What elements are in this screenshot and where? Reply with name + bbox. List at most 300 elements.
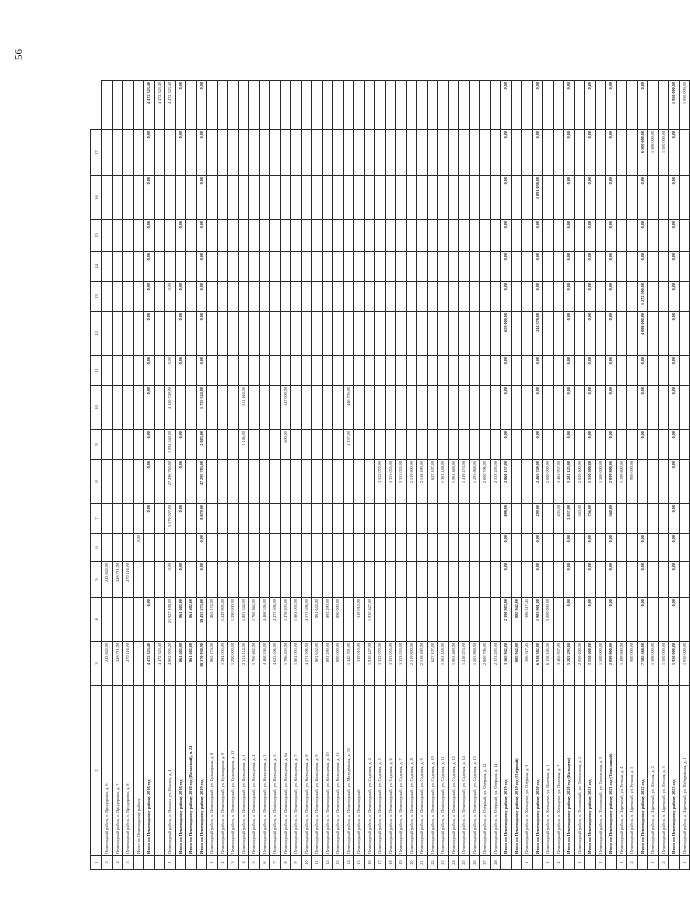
value-cell <box>574 282 585 312</box>
value-cell <box>364 252 375 282</box>
header-cell: 7 <box>91 504 102 534</box>
value-cell: 0,00 <box>501 356 512 386</box>
value-cell <box>417 386 428 430</box>
value-cell <box>616 220 627 252</box>
value-cell <box>280 312 291 356</box>
row-number-cell: 2 <box>658 856 669 870</box>
value-cell <box>322 356 333 386</box>
value-cell: 6 158 185,00 <box>543 642 554 686</box>
value-cell: 0,00 <box>564 312 575 356</box>
value-cell <box>217 176 228 220</box>
value-cell <box>102 176 113 220</box>
value-cell: 0,00 <box>585 282 596 312</box>
value-cell <box>553 562 564 598</box>
value-cell: 0,00 <box>501 282 512 312</box>
value-cell <box>543 356 554 386</box>
table-total-row <box>196 81 207 870</box>
address-cell: Пешеходный район, п. Пешеходный, ул. Бульварная, д. 9 <box>217 686 228 856</box>
row-number-cell: 12 <box>322 856 333 870</box>
value-cell <box>490 252 501 282</box>
value-cell <box>123 356 134 386</box>
value-cell <box>522 252 533 282</box>
value-cell <box>228 130 239 176</box>
value-cell: 4 472 323,40 <box>165 81 176 130</box>
value-cell <box>291 356 302 386</box>
value-cell: 319 010,00 <box>354 598 365 642</box>
row-number-cell: 5 <box>249 856 260 870</box>
value-cell: 0,00 <box>532 356 543 386</box>
value-cell: 1 199 800,00 <box>616 642 627 686</box>
value-cell: 1 983 901,00 <box>532 598 543 642</box>
value-cell <box>522 312 533 356</box>
value-cell <box>249 252 260 282</box>
value-cell <box>249 562 260 598</box>
value-cell: 0,00 <box>669 534 680 562</box>
value-cell: 0,00 <box>532 130 543 176</box>
value-cell <box>385 598 396 642</box>
value-cell: 861 402,00 <box>175 642 186 686</box>
value-cell <box>238 176 249 220</box>
value-cell <box>280 130 291 176</box>
value-cell <box>165 130 176 176</box>
value-cell <box>280 81 291 130</box>
value-cell: 0,00 <box>196 176 207 220</box>
value-cell <box>301 252 312 282</box>
value-cell <box>511 176 522 220</box>
value-cell: 2 465 749,00 <box>532 460 543 504</box>
value-cell <box>448 130 459 176</box>
value-cell: 0,00 <box>196 282 207 312</box>
value-cell <box>396 534 407 562</box>
value-cell <box>511 220 522 252</box>
value-cell <box>354 220 365 252</box>
value-cell <box>553 81 564 130</box>
value-cell: 2 518 490,00 <box>417 460 428 504</box>
value-cell <box>123 282 134 312</box>
value-cell <box>123 252 134 282</box>
value-cell <box>469 562 480 598</box>
value-cell <box>469 386 480 430</box>
value-cell <box>123 130 134 176</box>
value-cell <box>448 598 459 642</box>
value-cell <box>102 430 113 460</box>
value-cell: 0,00 <box>501 562 512 598</box>
value-cell: 1 361 458,00 <box>438 642 449 686</box>
value-cell <box>312 220 323 252</box>
value-cell: 1 418 474,00 <box>459 460 470 504</box>
value-cell <box>102 504 113 534</box>
value-cell: 1 478 203,00 <box>280 598 291 642</box>
table-total-row <box>637 81 648 870</box>
value-cell <box>648 81 659 130</box>
value-cell: 5 202 293,00 <box>564 642 575 686</box>
value-cell <box>333 386 344 430</box>
address-cell: Пешеходный район, п. Пешеходный, ул. Кольцевая, д. 5 <box>270 686 281 856</box>
row-number-cell: 1 <box>648 856 659 870</box>
value-cell <box>658 252 669 282</box>
address-cell: Пешеходный район, п. Пешеходный, ул. Кольцевая, д. 3 <box>259 686 270 856</box>
value-cell: 0,00 <box>669 430 680 460</box>
value-cell <box>375 534 386 562</box>
value-cell <box>511 460 522 504</box>
value-cell <box>553 356 564 386</box>
value-cell: 0,00 <box>606 430 617 460</box>
row-number-cell: 2 <box>627 856 638 870</box>
value-cell <box>406 562 417 598</box>
value-cell <box>354 534 365 562</box>
table-row <box>102 81 113 870</box>
address-cell: Пешеходный район, п. Пешеходный, ул. Садовая, д. 14 <box>459 686 470 856</box>
value-cell <box>627 386 638 430</box>
address-cell: Пешеходный район, п. Пешеходный, ул. Кольцевая, д. 7 <box>291 686 302 856</box>
value-cell <box>154 386 165 430</box>
table-row <box>112 81 123 870</box>
value-cell <box>249 386 260 430</box>
row-number-cell: 6 <box>259 856 270 870</box>
value-cell <box>228 386 239 430</box>
value-cell <box>207 312 218 356</box>
value-cell <box>228 312 239 356</box>
value-cell <box>627 81 638 130</box>
value-cell <box>301 282 312 312</box>
value-cell <box>112 598 123 642</box>
value-cell <box>543 312 554 356</box>
value-cell: 1 550 400,00 <box>585 460 596 504</box>
value-cell <box>417 252 428 282</box>
value-cell <box>658 356 669 386</box>
value-cell <box>385 282 396 312</box>
value-cell <box>543 130 554 176</box>
value-cell <box>133 642 144 686</box>
value-cell <box>658 282 669 312</box>
address-cell: Пешеходный район, п. Пешеходный, ул. Кольцевая, д. 10 <box>322 686 333 856</box>
value-cell <box>522 504 533 534</box>
row-number-cell <box>669 856 680 870</box>
value-cell <box>343 252 354 282</box>
value-cell <box>123 504 134 534</box>
value-cell: 0,00 <box>637 386 648 430</box>
value-cell: 2 314 114,00 <box>238 642 249 686</box>
value-cell <box>186 386 197 430</box>
value-cell <box>217 430 228 460</box>
value-cell <box>249 460 260 504</box>
address-cell: Итого по Пешеходному району 2021 год (Тополиный) <box>606 686 617 856</box>
row-number-cell: 17 <box>375 856 386 870</box>
value-cell <box>543 386 554 430</box>
value-cell <box>438 598 449 642</box>
value-cell <box>312 534 323 562</box>
value-cell: 1 786 203,00 <box>280 642 291 686</box>
value-cell <box>375 282 386 312</box>
value-cell <box>270 312 281 356</box>
value-cell <box>102 130 113 176</box>
value-cell <box>490 598 501 642</box>
value-cell: 4 468 356,00 <box>259 642 270 686</box>
row-number-cell: 5 <box>123 856 134 870</box>
value-cell <box>406 504 417 534</box>
value-cell <box>333 504 344 534</box>
value-cell <box>522 386 533 430</box>
value-cell <box>616 504 627 534</box>
address-cell: Итого по Пешеходному району 2019 год <box>501 686 512 856</box>
value-cell <box>375 356 386 386</box>
table-row <box>343 81 354 870</box>
value-cell: 0,00 <box>669 356 680 386</box>
table-row <box>238 81 249 870</box>
value-cell <box>385 562 396 598</box>
value-cell <box>343 81 354 130</box>
address-cell: Пешеходный район, п. Пешеходный, ул. Садовая, д. 15 <box>469 686 480 856</box>
value-cell <box>448 386 459 430</box>
header-cell: 6 <box>91 534 102 562</box>
value-cell <box>522 534 533 562</box>
value-cell: 627 107,00 <box>427 460 438 504</box>
value-cell <box>238 504 249 534</box>
value-cell <box>522 282 533 312</box>
value-cell <box>438 386 449 430</box>
value-cell: 2 050 400,00 <box>574 642 585 686</box>
value-cell <box>543 282 554 312</box>
value-cell <box>595 598 606 642</box>
value-cell <box>417 220 428 252</box>
value-cell <box>175 386 186 430</box>
value-cell: 0,00 <box>669 220 680 252</box>
value-cell <box>595 81 606 130</box>
value-cell <box>438 176 449 220</box>
value-cell <box>637 504 648 534</box>
value-cell <box>511 504 522 534</box>
value-cell <box>144 562 155 598</box>
value-cell <box>249 504 260 534</box>
value-cell <box>658 598 669 642</box>
value-cell <box>616 176 627 220</box>
value-cell <box>469 252 480 282</box>
value-cell <box>469 282 480 312</box>
value-cell <box>679 598 690 642</box>
value-cell <box>322 81 333 130</box>
value-cell: 900 000,00 <box>627 460 638 504</box>
value-cell <box>417 81 428 130</box>
value-cell: 0,00 <box>144 220 155 252</box>
value-cell <box>217 504 228 534</box>
value-cell <box>354 460 365 504</box>
value-cell <box>312 252 323 282</box>
value-cell: 0,00 <box>564 282 575 312</box>
value-cell: 3 353 055,00 <box>396 460 407 504</box>
value-cell <box>364 130 375 176</box>
value-cell <box>396 130 407 176</box>
value-cell: 1 963 469,00 <box>448 460 459 504</box>
value-cell: 0,00 <box>637 252 648 282</box>
value-cell <box>343 598 354 642</box>
table-row <box>616 81 627 870</box>
value-cell <box>322 312 333 356</box>
value-cell <box>543 220 554 252</box>
value-cell: 3 353 055,00 <box>396 642 407 686</box>
value-cell <box>343 356 354 386</box>
value-cell <box>438 252 449 282</box>
row-number-cell: 1 <box>574 856 585 870</box>
value-cell <box>595 562 606 598</box>
value-cell <box>417 282 428 312</box>
value-cell <box>301 430 312 460</box>
address-cell: Пешеходный район, п. Пешеходный <box>354 686 365 856</box>
row-number-cell: 2 <box>217 856 228 870</box>
table-row <box>427 81 438 870</box>
value-cell <box>679 562 690 598</box>
value-cell <box>511 534 522 562</box>
value-cell: 1 290 000,00 <box>228 642 239 686</box>
value-cell: 299,00 <box>532 504 543 534</box>
value-cell <box>165 220 176 252</box>
table-row <box>658 81 669 870</box>
value-cell <box>448 176 459 220</box>
value-cell <box>648 430 659 460</box>
value-cell: 0,00 <box>669 130 680 176</box>
value-cell <box>333 81 344 130</box>
value-cell: 0,00 <box>165 562 176 598</box>
value-cell <box>301 356 312 386</box>
value-cell <box>144 534 155 562</box>
value-cell <box>406 430 417 460</box>
value-cell <box>658 534 669 562</box>
table-row <box>490 81 501 870</box>
value-cell: 1 910 427,00 <box>364 642 375 686</box>
value-cell <box>553 220 564 252</box>
value-cell <box>249 176 260 220</box>
value-cell <box>427 356 438 386</box>
table-total-row <box>175 81 186 870</box>
value-cell <box>154 534 165 562</box>
value-cell <box>354 356 365 386</box>
row-number-cell <box>175 856 186 870</box>
row-number-cell: 22 <box>427 856 438 870</box>
value-cell: 4 472 323,40 <box>154 81 165 130</box>
address-cell: Пешеходный район, п. Тополиный, ул. Тополиная, д. 5 <box>595 686 606 856</box>
value-cell: 1 418 474,00 <box>459 642 470 686</box>
address-cell: Пешеходный район, п. Пешеходный, ул. Кольцевая, д. 6а <box>280 686 291 856</box>
value-cell <box>175 252 186 282</box>
value-cell <box>438 81 449 130</box>
table-row <box>280 81 291 870</box>
value-cell: 0,00 <box>532 81 543 130</box>
value-cell <box>658 504 669 534</box>
value-cell <box>112 356 123 386</box>
value-cell: 248 711,00 <box>112 562 123 598</box>
value-cell: 0,00 <box>564 386 575 430</box>
value-cell: 2 860 157,00 <box>501 460 512 504</box>
table-row <box>333 81 344 870</box>
value-cell: 0,00 <box>564 130 575 176</box>
value-cell: 1 500 000,00 <box>595 642 606 686</box>
value-cell <box>238 460 249 504</box>
value-cell: 0,00 <box>606 220 617 252</box>
value-cell <box>627 534 638 562</box>
value-cell: 0,00 <box>585 312 596 356</box>
value-cell <box>595 534 606 562</box>
value-cell <box>322 176 333 220</box>
table-row <box>123 81 134 870</box>
value-cell: 3 000 000,00 <box>543 598 554 642</box>
value-cell <box>312 356 323 386</box>
value-cell <box>207 220 218 252</box>
value-cell <box>133 81 144 130</box>
value-cell <box>459 598 470 642</box>
table-row <box>574 81 585 870</box>
value-cell: 0,00 <box>196 81 207 130</box>
data-table <box>90 80 690 870</box>
value-cell: 0,00 <box>669 386 680 430</box>
value-cell <box>259 176 270 220</box>
value-cell <box>186 176 197 220</box>
value-cell <box>333 562 344 598</box>
value-cell <box>238 534 249 562</box>
value-cell <box>333 252 344 282</box>
value-cell <box>375 430 386 460</box>
row-number-cell <box>637 856 648 870</box>
value-cell: 0,00 <box>165 356 176 386</box>
value-cell <box>511 282 522 312</box>
value-cell: 0,00 <box>669 282 680 312</box>
value-cell: 244 378,00 <box>532 312 543 356</box>
value-cell <box>102 356 113 386</box>
value-cell <box>270 430 281 460</box>
row-number-cell: 10 <box>301 856 312 870</box>
value-cell <box>459 356 470 386</box>
value-cell <box>123 460 134 504</box>
value-cell: 0,00 <box>564 430 575 460</box>
value-cell <box>102 312 113 356</box>
header-cell: 9 <box>91 430 102 460</box>
table-row <box>406 81 417 870</box>
value-cell <box>375 562 386 598</box>
value-cell: 1 146,00 <box>238 430 249 460</box>
value-cell <box>154 562 165 598</box>
value-cell <box>553 534 564 562</box>
value-cell <box>186 460 197 504</box>
value-cell: 7 585 368,00 <box>637 642 648 686</box>
value-cell <box>259 562 270 598</box>
value-cell: 1 755 524,00 <box>196 386 207 430</box>
value-cell <box>627 356 638 386</box>
value-cell: 38 455 273,00 <box>196 598 207 642</box>
value-cell: 885 942,00 <box>511 598 522 642</box>
value-cell <box>427 282 438 312</box>
value-cell <box>658 386 669 430</box>
value-cell <box>259 81 270 130</box>
value-cell <box>490 81 501 130</box>
value-cell: 0,00 <box>585 534 596 562</box>
value-cell <box>543 176 554 220</box>
value-cell: 1 950 000,00 <box>669 642 680 686</box>
value-cell <box>522 176 533 220</box>
value-cell <box>574 252 585 282</box>
value-cell: 0,00 <box>175 356 186 386</box>
value-cell <box>217 534 228 562</box>
value-cell <box>186 252 197 282</box>
value-cell: 147 600,00 <box>280 386 291 430</box>
value-cell: 2 518 490,00 <box>417 642 428 686</box>
value-cell <box>627 430 638 460</box>
value-cell <box>406 312 417 356</box>
address-cell: Пешеходный район, п. Озёрный, ул. Озёрная, д. 14 <box>490 686 501 856</box>
table-row <box>249 81 260 870</box>
value-cell <box>459 130 470 176</box>
value-cell <box>133 220 144 252</box>
value-cell: 0,00 <box>144 252 155 282</box>
address-cell: Пешеходный район, п. Придорожн, д. 7 <box>112 686 123 856</box>
value-cell <box>291 81 302 130</box>
